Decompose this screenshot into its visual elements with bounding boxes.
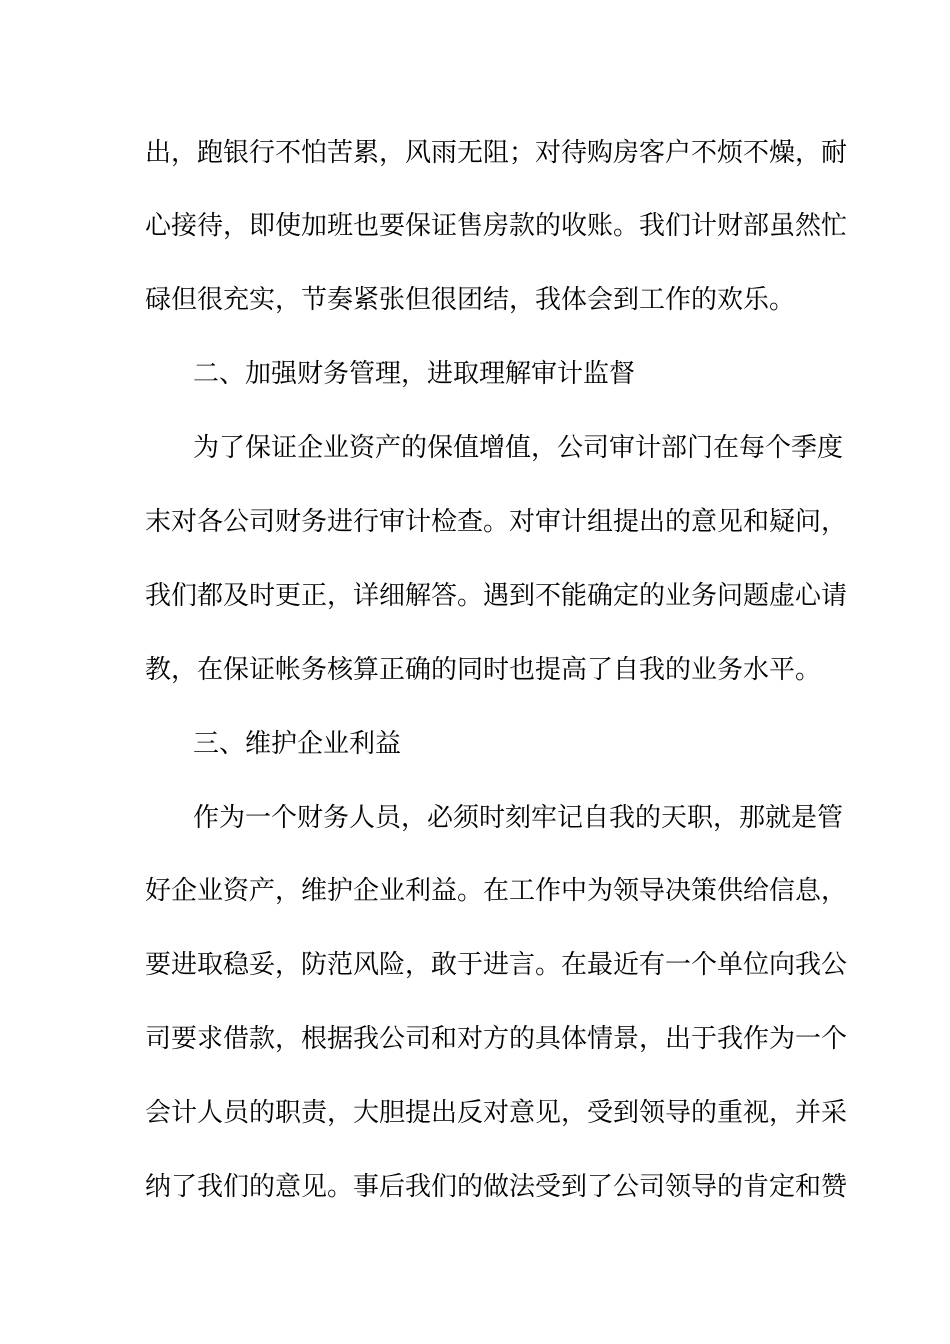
section-heading-3: 三、维护企业利益: [193, 729, 402, 759]
paragraph-line-8: 教，在保证帐务核算正确的同时也提高了自我的业务水平。: [145, 655, 822, 685]
paragraph-line-10: 作为一个财务人员，必须时刻牢记自我的天职，那就是管: [193, 803, 844, 833]
paragraph-line-11: 好企业资产，维护企业利益。在工作中为领导决策供给信息，: [145, 876, 848, 906]
paragraph-line-13: 司要求借款，根据我公司和对方的具体情景，出于我作为一个: [145, 1024, 848, 1054]
paragraph-line-7: 我们都及时更正，详细解答。遇到不能确定的业务问题虚心请: [145, 581, 848, 611]
section-heading-2: 二、加强财务管理，进取理解审计监督: [193, 359, 636, 389]
paragraph-line-14: 会计人员的职责，大胆提出反对意见，受到领导的重视，并采: [145, 1098, 848, 1128]
paragraph-line-5: 为了保证企业资产的保值增值，公司审计部门在每个季度: [193, 433, 844, 463]
paragraph-line-2: 心接待，即使加班也要保证售房款的收账。我们计财部虽然忙: [145, 211, 848, 241]
paragraph-line-6: 末对各公司财务进行审计检查。对审计组提出的意见和疑问，: [145, 507, 848, 537]
paragraph-line-3: 碌但很充实，节奏紧张但很团结，我体会到工作的欢乐。: [145, 285, 796, 315]
paragraph-line-15: 纳了我们的意见。事后我们的做法受到了公司领导的肯定和赞: [145, 1172, 848, 1202]
paragraph-line-1: 出，跑银行不怕苦累，风雨无阻；对待购房客户不烦不燥，耐: [145, 138, 848, 168]
paragraph-line-12: 要进取稳妥，防范风险，敢于进言。在最近有一个单位向我公: [145, 950, 848, 980]
